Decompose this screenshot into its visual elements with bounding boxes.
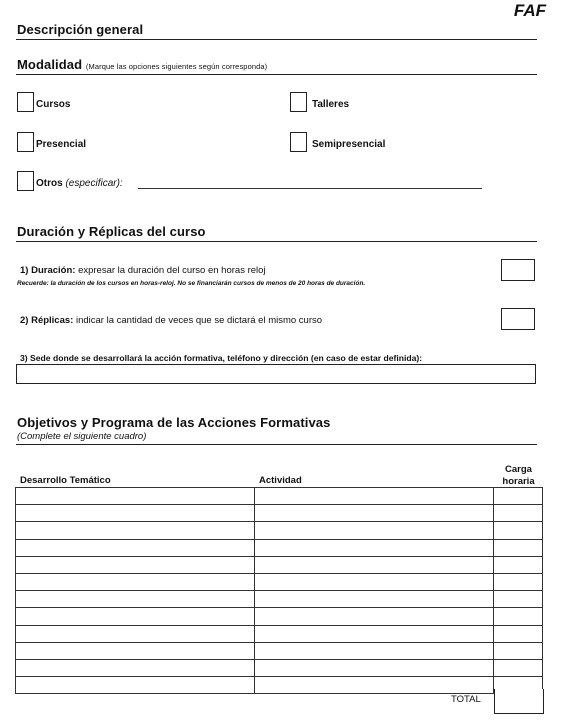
carga-cell[interactable] bbox=[494, 539, 543, 556]
carga-cell[interactable] bbox=[494, 573, 543, 590]
checkbox-cursos[interactable] bbox=[17, 92, 34, 112]
table-row bbox=[16, 505, 543, 522]
table-row bbox=[16, 659, 543, 676]
table-row bbox=[16, 488, 543, 505]
label-otros bbox=[36, 178, 123, 189]
otros-label: Otros bbox=[36, 178, 63, 189]
carga-cell[interactable] bbox=[494, 591, 543, 608]
column-header-carga bbox=[494, 464, 543, 488]
label-semipresencial: Semipresencial bbox=[312, 139, 386, 150]
section-title-general: Descripción general bbox=[17, 22, 144, 37]
desarrollo-cell[interactable] bbox=[16, 659, 255, 676]
table-row bbox=[16, 677, 543, 694]
carga-cell[interactable] bbox=[494, 608, 543, 625]
label-cursos: Cursos bbox=[36, 99, 71, 110]
document-code: FAF bbox=[513, 1, 546, 20]
actividad-cell[interactable] bbox=[254, 488, 494, 505]
divider bbox=[16, 39, 537, 40]
desarrollo-cell[interactable] bbox=[16, 556, 255, 573]
divider bbox=[16, 444, 537, 445]
table-row bbox=[16, 556, 543, 573]
carga-cell[interactable] bbox=[494, 625, 543, 642]
desarrollo-cell[interactable] bbox=[16, 505, 255, 522]
question-replicas bbox=[20, 315, 322, 326]
q2-text: indicar la cantidad de veces que se dictará el mismo curso bbox=[73, 315, 323, 326]
actividad-cell[interactable] bbox=[254, 556, 494, 573]
q1-label: 1) Duración: bbox=[20, 265, 76, 276]
actividad-cell[interactable] bbox=[254, 642, 494, 659]
total-label: TOTAL bbox=[451, 694, 481, 705]
column-header-desarrollo: Desarrollo Temático bbox=[20, 475, 111, 486]
table-row bbox=[16, 591, 543, 608]
actividad-cell[interactable] bbox=[254, 539, 494, 556]
otros-hint: (especificar): bbox=[65, 178, 123, 189]
question-duracion bbox=[20, 265, 266, 276]
desarrollo-cell[interactable] bbox=[16, 522, 255, 539]
modalidad-title: Modalidad bbox=[17, 57, 83, 72]
column-header-actividad: Actividad bbox=[259, 475, 302, 486]
label-presencial: Presencial bbox=[36, 139, 87, 150]
carga-line-2: horaria bbox=[502, 476, 535, 487]
label-talleres: Talleres bbox=[312, 99, 350, 110]
actividad-cell[interactable] bbox=[254, 591, 494, 608]
section-title-duracion: Duración y Réplicas del curso bbox=[17, 224, 206, 239]
desarrollo-cell[interactable] bbox=[16, 625, 255, 642]
otros-specify-field[interactable] bbox=[138, 188, 482, 189]
table-row bbox=[16, 522, 543, 539]
carga-cell[interactable] bbox=[494, 556, 543, 573]
carga-line-1: Carga bbox=[505, 464, 532, 475]
checkbox-presencial[interactable] bbox=[17, 132, 34, 152]
actividad-cell[interactable] bbox=[254, 522, 494, 539]
actividad-cell[interactable] bbox=[254, 505, 494, 522]
carga-cell[interactable] bbox=[494, 505, 543, 522]
table-row bbox=[16, 539, 543, 556]
actividad-cell[interactable] bbox=[254, 677, 494, 694]
section-title-modalidad bbox=[17, 57, 267, 72]
desarrollo-cell[interactable] bbox=[16, 488, 255, 505]
q2-label: 2) Réplicas: bbox=[20, 315, 74, 326]
desarrollo-cell[interactable] bbox=[16, 591, 255, 608]
desarrollo-cell[interactable] bbox=[16, 539, 255, 556]
program-table bbox=[15, 487, 543, 694]
actividad-cell[interactable] bbox=[254, 608, 494, 625]
actividad-cell[interactable] bbox=[254, 573, 494, 590]
divider bbox=[16, 241, 537, 242]
table-row bbox=[16, 625, 543, 642]
checkbox-talleres[interactable] bbox=[290, 92, 307, 112]
actividad-cell[interactable] bbox=[254, 625, 494, 642]
divider bbox=[16, 74, 537, 75]
table-row bbox=[16, 608, 543, 625]
modalidad-hint: (Marque las opciones siguientes según corresponda) bbox=[85, 62, 268, 71]
replicas-input[interactable] bbox=[501, 308, 535, 330]
actividad-cell[interactable] bbox=[254, 659, 494, 676]
duracion-input[interactable] bbox=[501, 259, 535, 281]
carga-cell[interactable] bbox=[494, 659, 543, 676]
duracion-note: Recuerde: la duración de los cursos en horas-reloj. No se financiarán cursos de menos de 20 horas de duración. bbox=[17, 280, 366, 287]
sede-input[interactable] bbox=[16, 364, 536, 384]
carga-cell[interactable] bbox=[494, 522, 543, 539]
desarrollo-cell[interactable] bbox=[16, 573, 255, 590]
desarrollo-cell[interactable] bbox=[16, 677, 255, 694]
carga-cell[interactable] bbox=[494, 488, 543, 505]
carga-cell[interactable] bbox=[494, 642, 543, 659]
section-title-objetivos: Objetivos y Programa de las Acciones Formativas bbox=[17, 415, 331, 430]
checkbox-semipresencial[interactable] bbox=[290, 132, 307, 152]
checkbox-otros[interactable] bbox=[17, 171, 34, 191]
desarrollo-cell[interactable] bbox=[16, 642, 255, 659]
total-input[interactable] bbox=[494, 689, 544, 714]
desarrollo-cell[interactable] bbox=[16, 608, 255, 625]
question-sede: 3) Sede donde se desarrollará la acción formativa, teléfono y dirección (en caso de estar definida): bbox=[20, 353, 423, 363]
q1-text: expresar la duración del curso en horas reloj bbox=[75, 265, 266, 276]
objetivos-subtitle: (Complete el siguiente cuadro) bbox=[17, 431, 147, 442]
table-row bbox=[16, 642, 543, 659]
table-row bbox=[16, 573, 543, 590]
